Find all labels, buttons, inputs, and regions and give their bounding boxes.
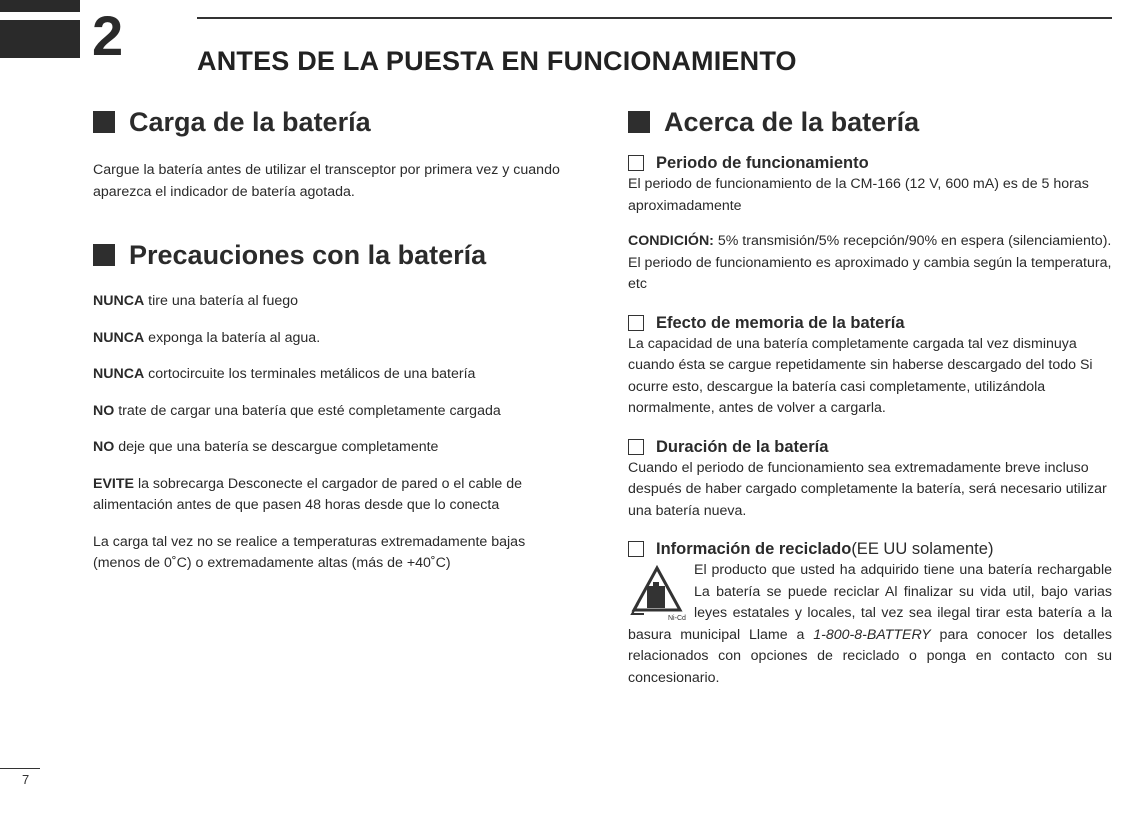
precaution-item <box>93 364 575 386</box>
precaution-lead: EVITE <box>93 475 134 492</box>
precaution-lead: NUNCA <box>93 366 145 382</box>
subheading-memoria <box>628 312 1112 334</box>
checkbox-square-icon <box>628 155 644 171</box>
precaution-lead: NO <box>93 439 115 455</box>
reciclado-block <box>628 560 1112 689</box>
right-column <box>628 104 1112 689</box>
precaution-item <box>93 474 575 517</box>
precaution-text: exponga la batería al agua. <box>144 329 321 346</box>
precaution-item <box>93 437 575 459</box>
subheading-text: Periodo de funcionamiento <box>656 154 869 172</box>
section-heading-precauciones <box>93 237 575 273</box>
precaution-closing: La carga tal vez no se realice a temperaturas extremadamente bajas (menos de 0˚C) o extremadamente altas (más de +40˚C) <box>93 533 526 571</box>
subheading-note: (EE UU solamente) <box>851 540 994 558</box>
subheading-periodo <box>628 152 1112 174</box>
checkbox-square-icon <box>628 439 644 455</box>
page-number: 7 <box>22 772 30 787</box>
reciclado-text <box>628 560 1112 689</box>
condition-label: CONDICIÓN: <box>628 233 714 249</box>
precaution-text: cortocircuite los terminales metálicos de una batería <box>144 366 476 382</box>
recycle-icon-label: Ni-Cd <box>668 615 686 622</box>
precaution-lead: NUNCA <box>93 293 145 309</box>
reciclado-text-start: El producto que usted ha adquirido tiene una batería rechargable La batería se puede reciclar Al finalizar su vida util, bajo varias leyes estatales y locales, tal vez sea ilegal tirar esta batería a la basura municipal Llame a <box>628 562 1112 643</box>
section-heading-carga <box>93 104 575 140</box>
precaution-text: la sobrecarga Desconecte el cargador de pared o el cable de alimentación antes de que pasen 48 horas desde que lo conecta <box>93 475 523 513</box>
section-square-icon <box>93 111 115 133</box>
footer-rule <box>0 768 40 769</box>
subheading-text: Duración de la batería <box>656 437 829 456</box>
left-column <box>93 104 575 575</box>
condition-text: 5% transmisión/5% recepción/90% en espera (silenciamiento). <box>713 233 1112 249</box>
section-heading-acerca <box>628 104 1112 140</box>
reciclado-text-end: para conocer los detalles relacionados con opciones de reciclado o ponga en contacto con su concesionario. <box>628 626 1112 686</box>
section-square-icon <box>628 111 650 133</box>
carga-text: Cargue la batería antes de utilizar el transceptor por primera vez y cuando aparezca el indicador de batería agotada. <box>93 162 560 200</box>
subheading-text: Información de reciclado <box>656 540 852 558</box>
header-rule <box>197 17 1112 19</box>
subheading-text: Efecto de memoria de la batería <box>656 313 905 332</box>
checkbox-square-icon <box>628 315 644 331</box>
duracion-text: Cuando el periodo de funcionamiento sea extremadamente breve incluso después de haber cargado completamente la batería, será necesario utilizar una batería nueva. <box>628 459 1107 519</box>
precaution-item <box>93 401 575 423</box>
precaution-text: tire una batería al fuego <box>144 293 299 309</box>
subheading-reciclado <box>628 538 1112 560</box>
recycle-battery-icon <box>628 564 686 622</box>
chapter-tab <box>0 20 80 58</box>
precaution-lead: NUNCA <box>93 329 145 346</box>
periodo-condition <box>628 231 1112 253</box>
reciclado-phone: 1-800-8-BATTERY <box>813 626 931 643</box>
chapter-number: 2 <box>92 4 124 67</box>
precaution-text: deje que una batería se descargue completamente <box>114 439 439 455</box>
precaution-item <box>93 291 575 313</box>
checkbox-square-icon <box>628 541 644 557</box>
section-heading-text: Carga de la batería <box>129 107 371 137</box>
precaution-lead: NO <box>93 402 115 419</box>
subheading-duracion <box>628 436 1112 458</box>
chapter-title: ANTES DE LA PUESTA EN FUNCIONAMIENTO <box>197 46 797 77</box>
section-heading-text: Precauciones con la batería <box>129 240 487 270</box>
periodo-note: El periodo de funcionamiento es aproximado y cambia según la temperatura, etc <box>628 254 1112 292</box>
memoria-text: La capacidad de una batería completamente cargada tal vez disminuya cuando ésta se cargue repetidamente sin haberse descargado del todo Si ocurre esto, descargue la batería casi completamente, utilizándola normalmente, antes de volver a cargarla. <box>628 335 1093 416</box>
section-heading-text: Acerca de la batería <box>664 107 920 137</box>
section-square-icon <box>93 244 115 266</box>
precaution-text: trate de cargar una batería que esté completamente cargada <box>114 402 501 419</box>
periodo-text: El periodo de funcionamiento de la CM-166 (12 V, 600 mA) es de 5 horas aproximadamente <box>628 176 1089 214</box>
precaution-item <box>93 328 575 350</box>
